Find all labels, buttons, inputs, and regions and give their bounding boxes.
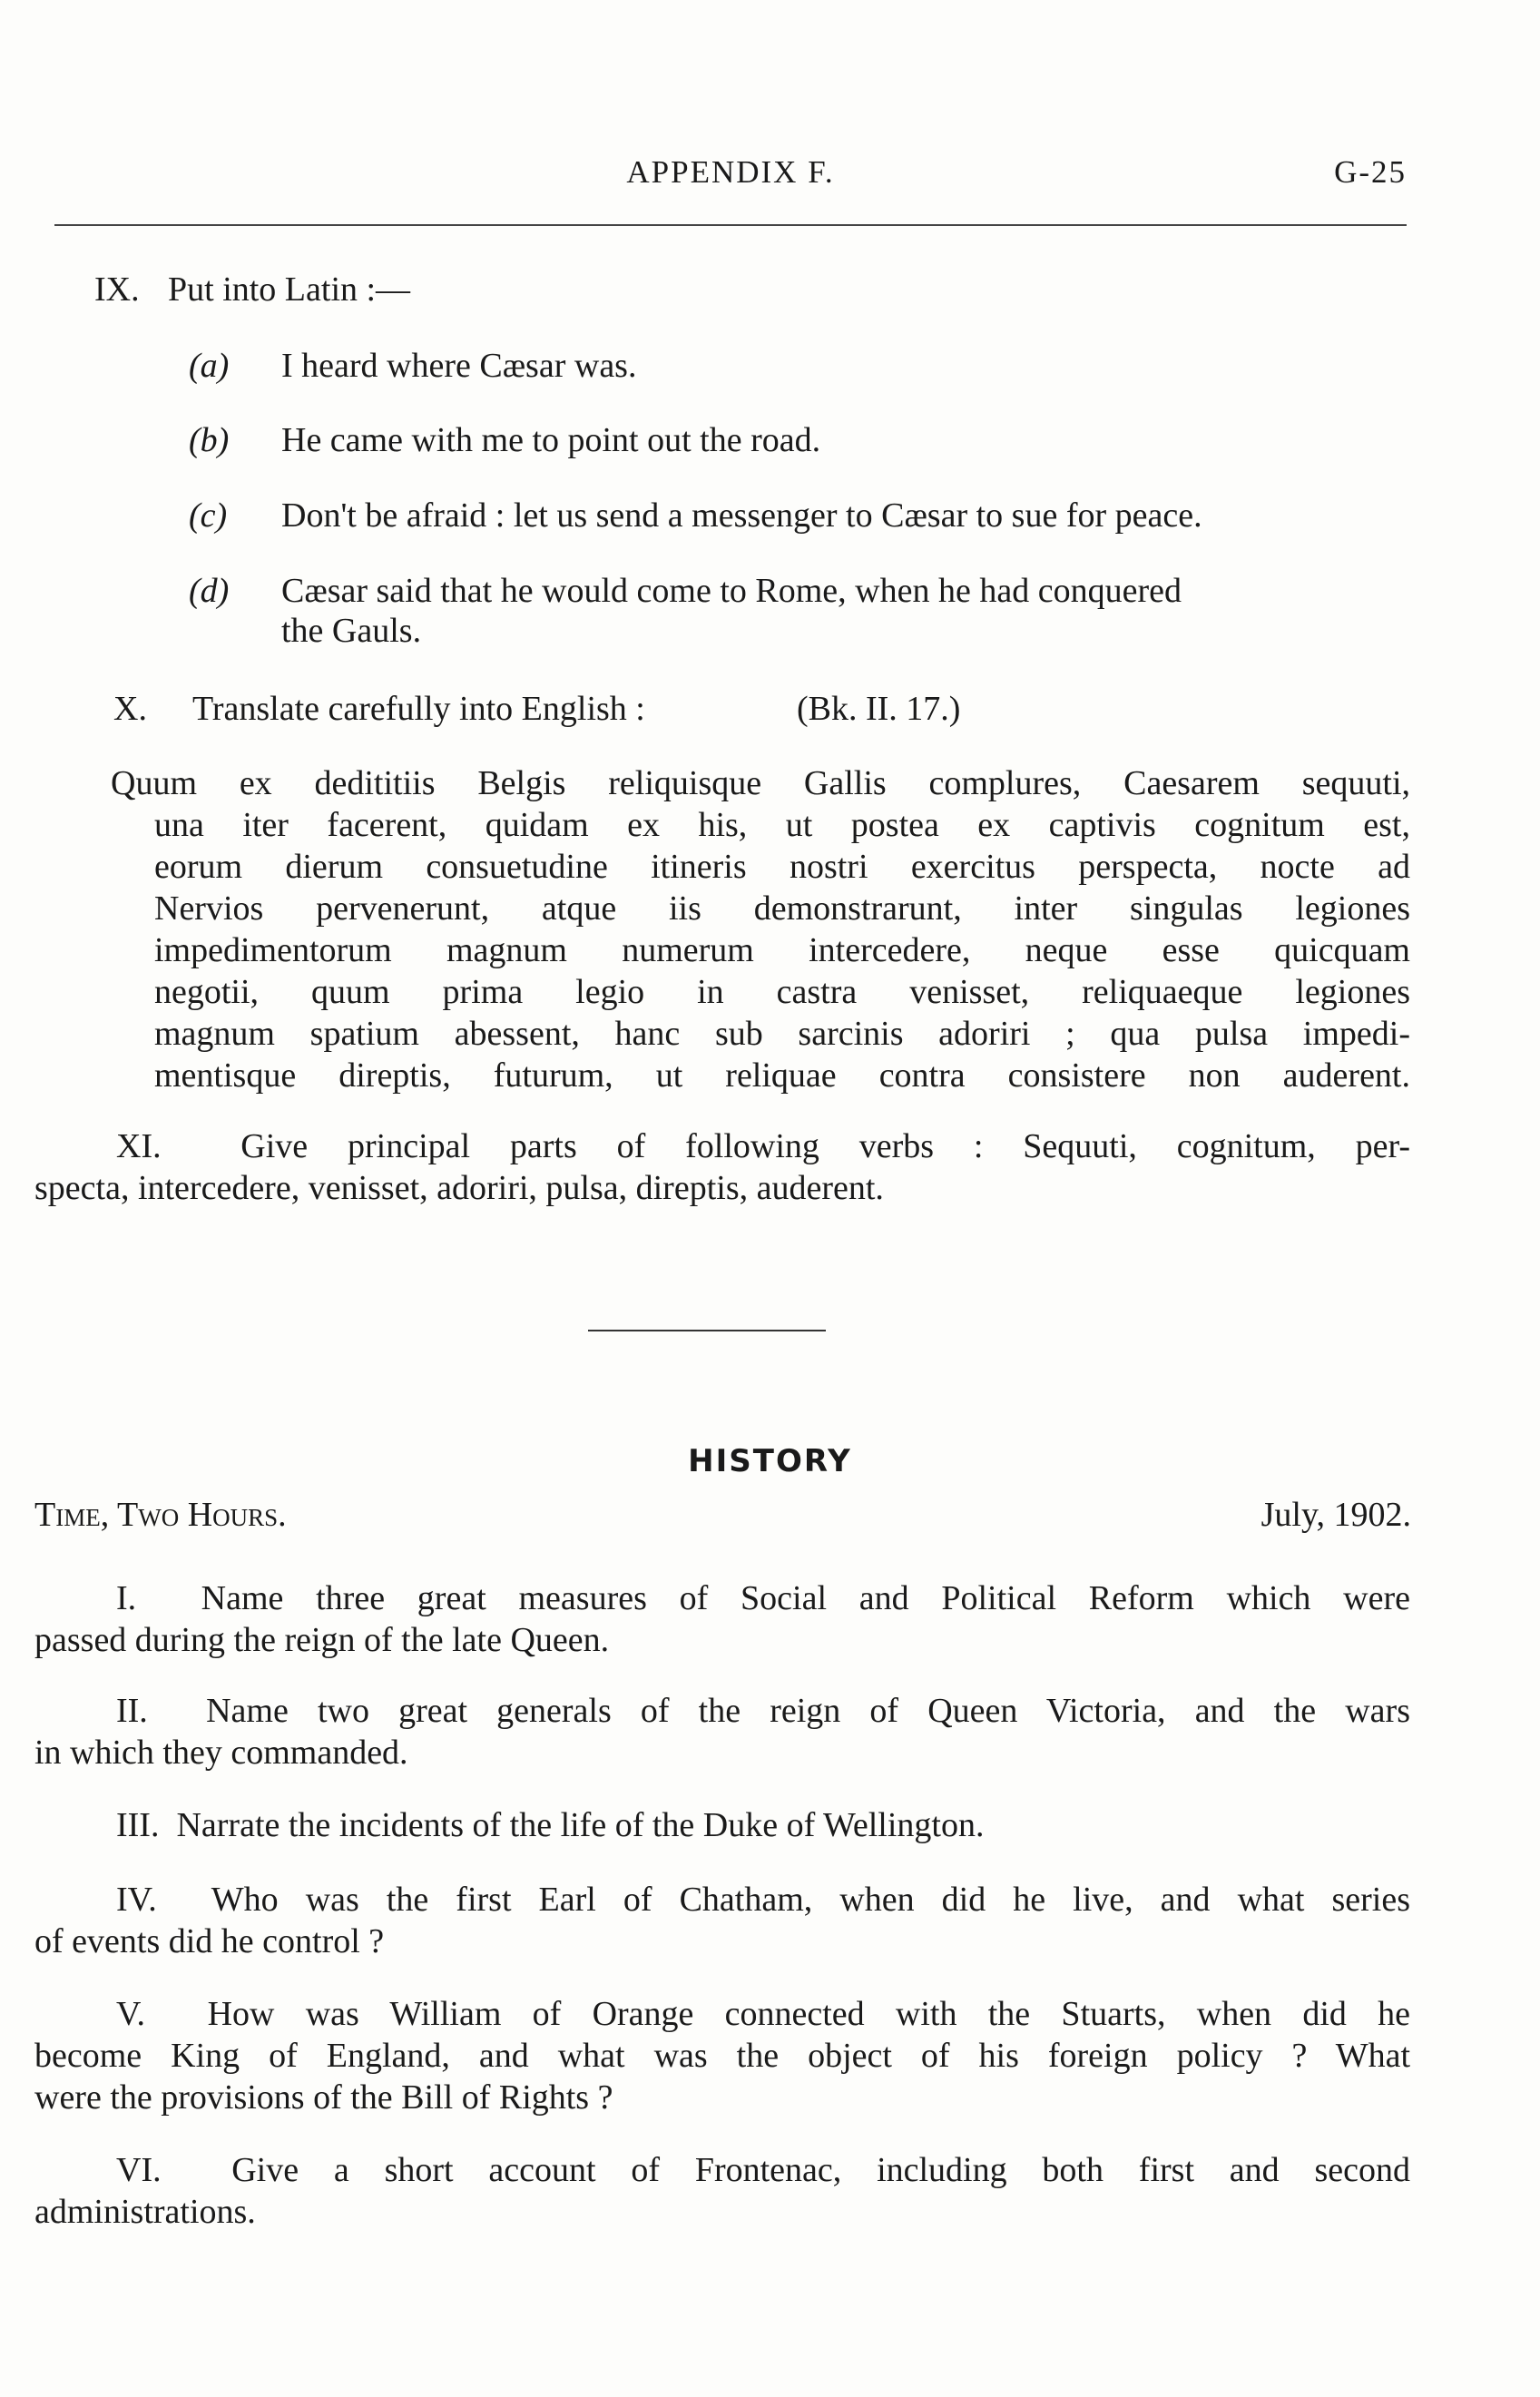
passage-line: negotii, quum prima legio in castra venisset, reliquaeque legiones (154, 973, 1410, 1011)
question-10-prompt: Translate carefully into English : (192, 690, 645, 728)
item-a-text: I heard where Cæsar was. (281, 347, 637, 385)
history-question-text: Give a short account of Frontenac, including both first and second (231, 2151, 1411, 2189)
history-question-text: How was William of Orange connected with the Stuarts, when did he (207, 1995, 1411, 2033)
history-question-text: in which they commanded. (34, 1734, 408, 1772)
item-d-text-line1: Cæsar said that he would come to Rome, when he had conquered (281, 572, 1182, 610)
history-question-text: Narrate the incidents of the life of the Duke of Wellington. (176, 1806, 985, 1844)
header-rule (54, 224, 1407, 226)
exam-duration: Time, Two Hours. (34, 1496, 287, 1534)
appendix-title: APPENDIX F. (626, 154, 835, 190)
item-c-text: Don't be afraid : let us send a messenger to Cæsar to sue for peace. (281, 496, 1202, 535)
question-10-number: X. (113, 690, 147, 728)
history-question-1 (34, 1577, 1410, 1661)
history-question-6-line1-wrap (116, 2149, 1410, 2191)
question-11-line1: Give principal parts of following verbs : Sequuti, cognitum, per- (240, 1127, 1411, 1165)
history-question-number: V. (116, 1995, 146, 2033)
question-9-number: IX. (94, 270, 140, 309)
passage-line: magnum spatium abessent, hanc sub sarcinis adoriri ; qua pulsa impedi- (154, 1015, 1410, 1053)
history-question-text: administrations. (34, 2193, 256, 2231)
passage-line: Quum ex dedititiis Belgis reliquisque Gallis complures, Caesarem sequuti, (111, 764, 1410, 802)
history-question-1-line1-wrap (116, 1577, 1410, 1619)
history-question-2-line1-wrap (116, 1690, 1410, 1732)
history-question-text: Name two great generals of the reign of Queen Victoria, and the wars (206, 1692, 1410, 1730)
passage-line: mentisque direptis, futurum, ut reliquae contra consistere non auderent. (154, 1056, 1410, 1095)
question-9-prompt: Put into Latin :— (168, 270, 411, 309)
history-question-3-line1-wrap (116, 1804, 1410, 1846)
item-d-text-line2: the Gauls. (281, 612, 422, 650)
exam-date: July, 1902. (1260, 1496, 1411, 1534)
history-question-number: III. (116, 1806, 160, 1844)
history-question-number: IV. (116, 1881, 157, 1919)
history-question-5-line1-wrap (116, 1993, 1410, 2035)
history-question-text: were the provisions of the Bill of Rights ? (34, 2078, 613, 2117)
latin-passage (111, 762, 1410, 1096)
question-10-reference: (Bk. II. 17.) (797, 690, 961, 728)
history-title: HISTORY (688, 1443, 852, 1479)
history-question-number: VI. (116, 2151, 162, 2189)
history-question-number: I. (116, 1579, 137, 1617)
item-b-label: (b) (189, 421, 230, 459)
question-11-line1-wrap (116, 1125, 1410, 1167)
question-11-line2: specta, intercedere, venisset, adoriri, pulsa, direptis, auderent. (34, 1169, 884, 1207)
history-question-3 (34, 1804, 1410, 1846)
passage-line: eorum dierum consuetudine itineris nostri exercitus perspecta, nocte ad (154, 848, 1410, 886)
history-question-4-line1-wrap (116, 1879, 1410, 1921)
history-question-4 (34, 1879, 1410, 1962)
question-11 (34, 1125, 1410, 1209)
passage-line: una iter facerent, quidam ex his, ut postea ex captivis cognitum est, (154, 806, 1410, 844)
history-question-2 (34, 1690, 1410, 1773)
history-question-text: of events did he control ? (34, 1922, 385, 1960)
history-question-5 (34, 1993, 1410, 2118)
passage-line: Nervios pervenerunt, atque iis demonstrarunt, inter singulas legiones (154, 889, 1410, 928)
history-question-text: become King of England, and what was the object of his foreign policy ? What (34, 2037, 1410, 2075)
history-question-6 (34, 2149, 1410, 2233)
item-a-label: (a) (189, 347, 230, 385)
question-11-number: XI. (116, 1127, 162, 1165)
history-question-text: passed during the reign of the late Queen. (34, 1621, 610, 1659)
history-question-number: II. (116, 1692, 148, 1730)
history-question-text: Who was the first Earl of Chatham, when did he live, and what series (211, 1881, 1411, 1919)
section-divider (588, 1330, 826, 1331)
item-b-text: He came with me to point out the road. (281, 421, 821, 459)
item-c-label: (c) (189, 496, 228, 535)
page-number: G-25 (1334, 154, 1407, 190)
page-header (54, 154, 1407, 200)
item-d-label: (d) (189, 572, 230, 610)
history-question-text: Name three great measures of Social and Political Reform which were (201, 1579, 1410, 1617)
passage-line: impedimentorum magnum numerum intercedere, neque esse quicquam (154, 931, 1410, 969)
